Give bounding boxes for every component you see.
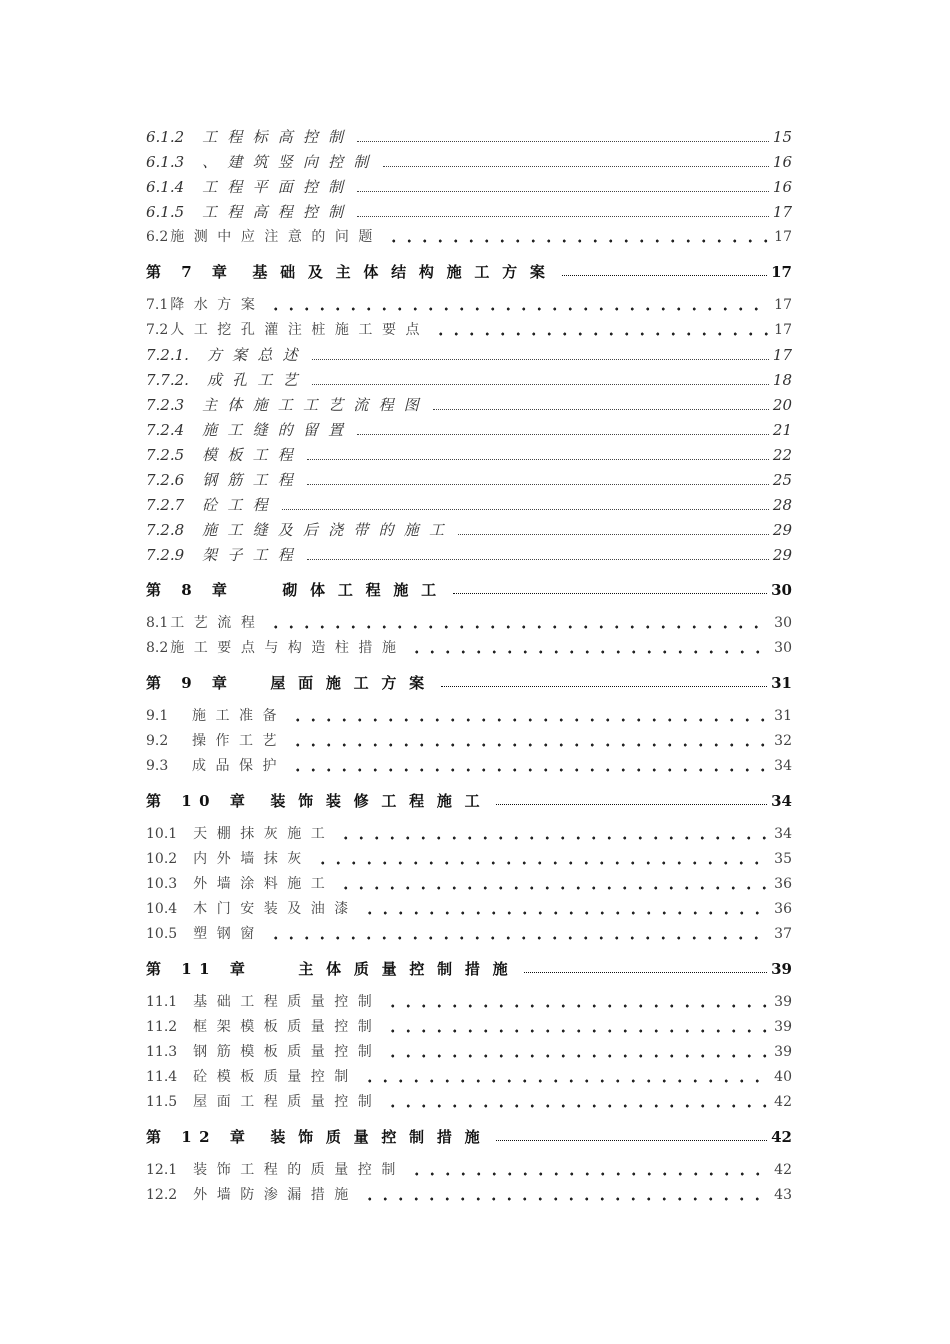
chapter-number: 第 7 章 xyxy=(146,263,235,281)
toc-page: 31 xyxy=(774,708,792,724)
toc-entry[interactable] xyxy=(146,990,792,1015)
toc-title: 砼模板质量控制 xyxy=(193,1069,358,1085)
toc-page: 15 xyxy=(772,128,792,146)
toc-title: 木门安装及油漆 xyxy=(193,901,358,917)
toc-page: 22 xyxy=(772,446,792,464)
toc-page: 28 xyxy=(772,496,792,514)
toc-page: 17 xyxy=(772,203,792,221)
dot-leader xyxy=(441,671,767,696)
dot-leader xyxy=(362,1065,770,1090)
dot-leader xyxy=(312,343,769,368)
toc-number: 7.2.7 xyxy=(146,496,185,514)
dot-leader xyxy=(385,1015,770,1040)
toc-title: 施工缝的留置 xyxy=(202,421,354,439)
toc-entry[interactable] xyxy=(146,897,792,922)
toc-page: 17 xyxy=(774,322,792,338)
toc-page: 32 xyxy=(774,733,792,749)
toc-entry[interactable] xyxy=(146,200,792,225)
dot-leader xyxy=(307,543,769,568)
toc-title: 装饰工程的质量控制 xyxy=(193,1162,405,1178)
dot-leader xyxy=(315,847,770,872)
toc-entry[interactable] xyxy=(146,1040,792,1065)
dot-leader xyxy=(458,518,769,543)
toc-number: 6.1.3 xyxy=(146,153,185,171)
toc-title: 降水方案 xyxy=(170,297,265,313)
toc-entry[interactable] xyxy=(146,418,792,443)
dot-leader xyxy=(312,368,769,393)
toc-entry[interactable] xyxy=(146,393,792,418)
toc-page: 21 xyxy=(772,421,792,439)
toc-title: 主体施工工艺流程图 xyxy=(202,396,429,414)
chapter-number: 第 10 章 xyxy=(146,792,253,810)
toc-title: 外墙防渗漏措施 xyxy=(193,1187,358,1203)
toc-page: 30 xyxy=(774,640,792,656)
toc-entry[interactable] xyxy=(146,150,792,175)
toc-entry[interactable] xyxy=(146,443,792,468)
dot-leader xyxy=(385,990,770,1015)
toc-page: 39 xyxy=(771,960,792,978)
toc-number: 7.2.4 xyxy=(146,421,185,439)
toc-number: 8.1 xyxy=(146,615,169,631)
toc-title: 施工准备 xyxy=(192,708,287,724)
chapter-number: 第 8 章 xyxy=(146,581,235,599)
toc-title: 模板工程 xyxy=(202,446,303,464)
toc-entry[interactable] xyxy=(146,922,792,947)
toc-number: 8.2 xyxy=(146,640,169,656)
toc-title: 架子工程 xyxy=(202,546,303,564)
toc-page: 31 xyxy=(771,674,792,692)
toc-page: 42 xyxy=(774,1162,792,1178)
dot-leader xyxy=(433,318,770,343)
toc-number: 7.7.2. xyxy=(146,371,189,389)
toc-entry[interactable] xyxy=(146,611,792,636)
toc-page: 37 xyxy=(774,926,792,942)
toc-number: 10.4 xyxy=(146,901,178,917)
toc-number: 11.3 xyxy=(146,1044,178,1060)
toc-title: 塑钢窗 xyxy=(193,926,264,942)
toc-number: 10.2 xyxy=(146,851,178,867)
toc-page: 35 xyxy=(774,851,792,867)
dot-leader xyxy=(338,872,770,897)
toc-page: 18 xyxy=(772,371,792,389)
dot-leader xyxy=(362,897,770,922)
toc-page: 20 xyxy=(772,396,792,414)
toc-entry[interactable] xyxy=(146,1090,792,1115)
dot-leader xyxy=(383,150,769,175)
toc-page: 16 xyxy=(772,153,792,171)
toc-page: 42 xyxy=(771,1128,792,1146)
dot-leader xyxy=(496,789,767,814)
toc-title: 人工挖孔灌注桩施工要点 xyxy=(170,322,429,338)
toc-number: 7.2.8 xyxy=(146,521,185,539)
toc-entry[interactable] xyxy=(146,872,792,897)
toc-number: 12.1 xyxy=(146,1162,178,1178)
toc-number: 11.1 xyxy=(146,994,178,1010)
toc-number: 9.1 xyxy=(146,708,169,724)
toc-page: 36 xyxy=(774,901,792,917)
toc-page: 16 xyxy=(772,178,792,196)
dot-leader xyxy=(282,493,769,518)
toc-entry[interactable] xyxy=(146,1158,792,1183)
toc-page: 39 xyxy=(774,1044,792,1060)
toc-page: 17 xyxy=(772,346,792,364)
toc-title: 、建筑竖向控制 xyxy=(202,153,379,171)
toc-title: 成品保护 xyxy=(192,758,287,774)
dot-leader xyxy=(357,200,769,225)
toc-chapter[interactable] xyxy=(146,259,792,285)
toc-entry[interactable] xyxy=(146,175,792,200)
dot-leader xyxy=(433,393,769,418)
toc-number: 7.2 xyxy=(146,322,169,338)
table-of-contents xyxy=(146,125,792,1208)
toc-title: 施测中应注意的问题 xyxy=(170,229,382,245)
toc-page: 40 xyxy=(774,1069,792,1085)
toc-title: 工程高程控制 xyxy=(202,203,354,221)
dot-leader xyxy=(357,418,769,443)
toc-number: 11.4 xyxy=(146,1069,178,1085)
toc-entry[interactable] xyxy=(146,125,792,150)
toc-page: 34 xyxy=(774,758,792,774)
toc-number: 6.1.2 xyxy=(146,128,185,146)
toc-number: 11.5 xyxy=(146,1094,178,1110)
chapter-number: 第 11 章 xyxy=(146,960,253,978)
toc-page: 39 xyxy=(774,1019,792,1035)
toc-page: 34 xyxy=(774,826,792,842)
dot-leader xyxy=(385,1040,770,1065)
toc-entry[interactable] xyxy=(146,1015,792,1040)
toc-title: 施工要点与构造柱措施 xyxy=(170,640,406,656)
toc-chapter[interactable] xyxy=(146,956,792,982)
chapter-title: 砌体工程施工 xyxy=(282,581,449,599)
toc-title: 钢筋工程 xyxy=(202,471,303,489)
chapter-title: 主体质量控制措施 xyxy=(298,960,521,978)
dot-leader xyxy=(290,704,770,729)
toc-entry[interactable] xyxy=(146,847,792,872)
toc-entry[interactable] xyxy=(146,1065,792,1090)
toc-page: 17 xyxy=(774,297,792,313)
chapter-number: 第 12 章 xyxy=(146,1128,253,1146)
dot-leader xyxy=(385,1090,770,1115)
toc-number: 6.1.5 xyxy=(146,203,185,221)
dot-leader xyxy=(290,754,770,779)
toc-page: 29 xyxy=(772,546,792,564)
toc-page: 29 xyxy=(772,521,792,539)
toc-entry[interactable] xyxy=(146,293,792,318)
toc-number: 10.5 xyxy=(146,926,178,942)
dot-leader xyxy=(307,468,769,493)
toc-entry[interactable] xyxy=(146,318,792,343)
toc-number: 6.1.4 xyxy=(146,178,185,196)
dot-leader xyxy=(357,125,769,150)
toc-page: 17 xyxy=(774,229,792,245)
toc-entry[interactable] xyxy=(146,704,792,729)
dot-leader xyxy=(290,729,770,754)
chapter-title: 装饰装修工程施工 xyxy=(270,792,493,810)
toc-entry[interactable] xyxy=(146,543,792,568)
toc-page: 30 xyxy=(774,615,792,631)
chapter-title: 装饰质量控制措施 xyxy=(270,1128,493,1146)
toc-number: 12.2 xyxy=(146,1187,178,1203)
dot-leader xyxy=(409,1158,770,1183)
toc-number: 7.2.6 xyxy=(146,471,185,489)
toc-title: 成孔工艺 xyxy=(206,371,308,389)
dot-leader xyxy=(268,611,770,636)
toc-number: 10.3 xyxy=(146,876,178,892)
toc-entry[interactable] xyxy=(146,729,792,754)
toc-title: 工艺流程 xyxy=(170,615,265,631)
toc-title: 操作工艺 xyxy=(192,733,287,749)
toc-page: 42 xyxy=(774,1094,792,1110)
toc-entry[interactable] xyxy=(146,493,792,518)
toc-number: 6.2 xyxy=(146,229,169,245)
toc-number: 7.2.9 xyxy=(146,546,185,564)
toc-title: 屋面工程质量控制 xyxy=(193,1094,382,1110)
toc-title: 工程标高控制 xyxy=(202,128,354,146)
toc-chapter[interactable] xyxy=(146,788,792,814)
toc-title: 施工缝及后浇带的施工 xyxy=(202,521,455,539)
toc-title: 天棚抹灰施工 xyxy=(193,826,335,842)
toc-chapter[interactable] xyxy=(146,1124,792,1150)
chapter-title: 屋面施工方案 xyxy=(270,674,437,692)
dot-leader xyxy=(268,922,770,947)
toc-title: 外墙涂料施工 xyxy=(193,876,335,892)
toc-number: 9.2 xyxy=(146,733,169,749)
toc-title: 方案总述 xyxy=(206,346,308,364)
toc-page: 30 xyxy=(771,581,792,599)
toc-page: 39 xyxy=(774,994,792,1010)
toc-chapter[interactable] xyxy=(146,670,792,696)
toc-title: 框架模板质量控制 xyxy=(193,1019,382,1035)
toc-entry[interactable] xyxy=(146,1183,792,1208)
toc-entry[interactable] xyxy=(146,468,792,493)
toc-title: 内外墙抹灰 xyxy=(193,851,311,867)
dot-leader xyxy=(524,957,767,982)
chapter-title: 基础及主体结构施工方案 xyxy=(252,263,558,281)
toc-number: 9.3 xyxy=(146,758,169,774)
toc-title: 钢筋模板质量控制 xyxy=(193,1044,382,1060)
dot-leader xyxy=(362,1183,770,1208)
toc-title: 工程平面控制 xyxy=(202,178,354,196)
toc-entry[interactable] xyxy=(146,822,792,847)
toc-entry[interactable] xyxy=(146,343,792,368)
toc-number: 7.2.3 xyxy=(146,396,185,414)
dot-leader xyxy=(268,293,770,318)
toc-entry[interactable] xyxy=(146,518,792,543)
dot-leader xyxy=(562,260,767,285)
dot-leader xyxy=(338,822,770,847)
toc-entry[interactable] xyxy=(146,368,792,393)
toc-page: 34 xyxy=(771,792,792,810)
toc-chapter[interactable] xyxy=(146,577,792,603)
toc-entry[interactable] xyxy=(146,636,792,661)
toc-page: 43 xyxy=(774,1187,792,1203)
toc-number: 10.1 xyxy=(146,826,178,842)
toc-number: 7.1 xyxy=(146,297,169,313)
toc-number: 7.2.1. xyxy=(146,346,189,364)
dot-leader xyxy=(357,175,769,200)
toc-title: 砼工程 xyxy=(202,496,278,514)
dot-leader xyxy=(409,636,770,661)
toc-page: 17 xyxy=(771,263,792,281)
dot-leader xyxy=(386,225,770,250)
dot-leader xyxy=(307,443,769,468)
toc-number: 7.2.5 xyxy=(146,446,185,464)
toc-title: 基础工程质量控制 xyxy=(193,994,382,1010)
toc-page: 25 xyxy=(772,471,792,489)
toc-page: 36 xyxy=(774,876,792,892)
dot-leader xyxy=(496,1125,767,1150)
dot-leader xyxy=(453,578,767,603)
toc-number: 11.2 xyxy=(146,1019,178,1035)
toc-entry[interactable] xyxy=(146,754,792,779)
chapter-number: 第 9 章 xyxy=(146,674,235,692)
toc-entry[interactable] xyxy=(146,225,792,250)
